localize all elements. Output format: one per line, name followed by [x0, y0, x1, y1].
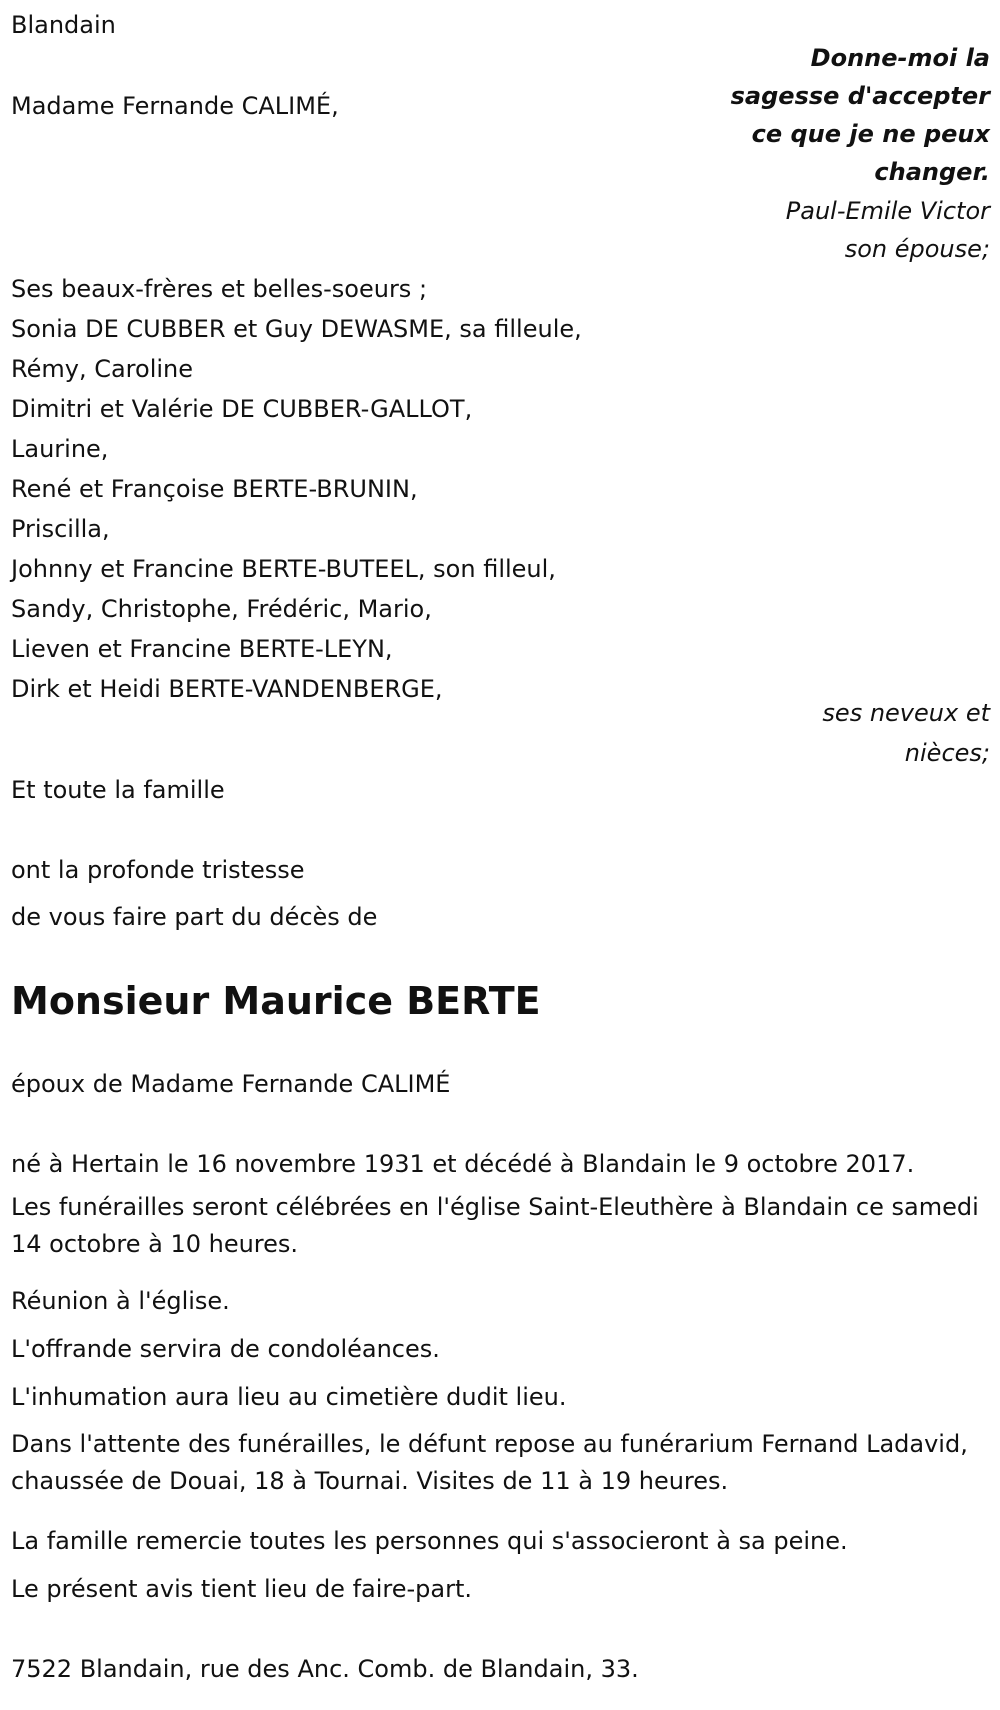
detail-birth-death: né à Hertain le 16 novembre 1931 et décédé à Blandain le 9 octobre 2017.: [11, 1150, 915, 1178]
detail-thanks: La famille remercie toutes les personnes qui s'associeront à sa peine.: [11, 1527, 848, 1555]
family-relation-line-2: nièces;: [904, 739, 990, 767]
quote-line-4: changer.: [874, 158, 990, 186]
address: 7522 Blandain, rue des Anc. Comb. de Blandain, 33.: [11, 1655, 639, 1683]
spouse-line: époux de Madame Fernande CALIMÉ: [11, 1070, 451, 1098]
detail-notice: Le présent avis tient lieu de faire-part.: [11, 1575, 473, 1603]
widow-name: Madame Fernande CALIMÉ,: [11, 92, 339, 120]
family-line: Lieven et Francine BERTE-LEYN,: [11, 635, 393, 663]
family-line: Laurine,: [11, 435, 109, 463]
detail-burial: L'inhumation aura lieu au cimetière dudit lieu.: [11, 1383, 567, 1411]
family-line: René et Françoise BERTE-BRUNIN,: [11, 475, 418, 503]
detail-funeral: Les funérailles seront célébrées en l'église Saint-Eleuthère à Blandain ce samedi 14 octobre à 10 heures.: [11, 1193, 979, 1258]
announce-line-2: de vous faire part du décès de: [11, 903, 378, 931]
detail-offering: L'offrande servira de condoléances.: [11, 1335, 440, 1363]
deceased-name: Monsieur Maurice BERTE: [11, 979, 541, 1023]
detail-funerarium: Dans l'attente des funérailles, le défunt repose au funérarium Fernand Ladavid, chaussée de Douai, 18 à Tournai. Visites de 11 à 19 heures.: [11, 1430, 968, 1495]
detail-meeting: Réunion à l'église.: [11, 1287, 230, 1315]
announce-line-1: ont la profonde tristesse: [11, 856, 305, 884]
family-line: Dirk et Heidi BERTE-VANDENBERGE,: [11, 675, 443, 703]
family-line: Rémy, Caroline: [11, 355, 194, 383]
family-line: Dimitri et Valérie DE CUBBER-GALLOT,: [11, 395, 473, 423]
quote-line-1: Donne-moi la: [810, 44, 990, 72]
quote-author: Paul-Emile Victor: [785, 197, 990, 225]
family-line: Johnny et Francine BERTE-BUTEEL, son filleul,: [11, 555, 556, 583]
quote-line-2: sagesse d'accepter: [730, 82, 990, 110]
quote-line-3: ce que je ne peux: [751, 120, 990, 148]
family-line: Ses beaux-frères et belles-soeurs ;: [11, 275, 428, 303]
widow-relation: son épouse;: [844, 235, 990, 263]
family-relation-line-1: ses neveux et: [822, 699, 990, 727]
family-line: Sonia DE CUBBER et Guy DEWASME, sa filleule,: [11, 315, 582, 343]
place-name: Blandain: [11, 11, 116, 39]
family-line: Sandy, Christophe, Frédéric, Mario,: [11, 595, 432, 623]
all-family: Et toute la famille: [11, 776, 225, 804]
family-line: Priscilla,: [11, 515, 110, 543]
